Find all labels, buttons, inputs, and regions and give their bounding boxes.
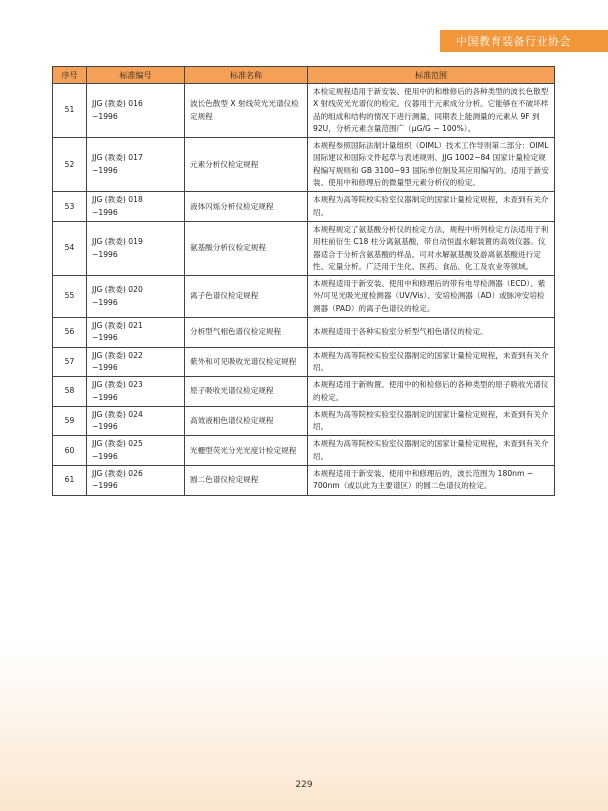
standard-scope: 本规程为高等院校实验室仪器制定的国家计量检定规程，未查到有关介绍。 xyxy=(308,436,555,466)
standard-name: 离子色谱仪检定规程 xyxy=(185,276,308,318)
table-row xyxy=(53,466,555,496)
standard-code: JJG (教委) 018 −1996 xyxy=(87,192,185,222)
table-row xyxy=(53,192,555,222)
standard-scope: 本规程为高等院校实验室仪器制定的国家计量检定规程，未查到有关介绍。 xyxy=(308,406,555,436)
table-row xyxy=(53,84,555,138)
table-row xyxy=(53,377,555,407)
standard-name: 分析型气相色谱仪检定规程 xyxy=(185,318,308,348)
standard-code: JJG (教委) 019 −1996 xyxy=(87,221,185,275)
standard-code: JJG (教委) 023 −1996 xyxy=(87,377,185,407)
row-number: 57 xyxy=(53,347,87,377)
row-number: 55 xyxy=(53,276,87,318)
table-row xyxy=(53,436,555,466)
table-row xyxy=(53,276,555,318)
standard-name: 紫外和可见吸收光谱仪检定规程 xyxy=(185,347,308,377)
standard-scope: 本规程适用于各种实验室分析型气相色谱仪的检定。 xyxy=(308,318,555,348)
row-number: 60 xyxy=(53,436,87,466)
standard-scope: 本检定规程适用于新安装、使用中的和维修后的各种类型的波长色散型 X 射线荧光光谱仪的检定。仪器用于元素成分分析。它能够在不破坏样品的组成和结构的情况下进行测量，同期表上能测量的元素从 9F 到 92U，分析元素含量范围广（μG/G ~ 100%）。 xyxy=(308,84,555,138)
page-number: 229 xyxy=(295,780,313,790)
organization-title: 中国教育装备行业协会 xyxy=(456,35,571,48)
standard-code: JJG (教委) 025 −1996 xyxy=(87,436,185,466)
standard-code: JJG (教委) 020 −1996 xyxy=(87,276,185,318)
column-header-scope: 标准范围 xyxy=(308,67,555,84)
row-number: 59 xyxy=(53,406,87,436)
standard-scope: 本规程适用于新购置、使用中的和检修后的各种类型的原子吸收光谱仪的检定。 xyxy=(308,377,555,407)
standard-code: JJG (教委) 024 −1996 xyxy=(87,406,185,436)
standard-scope: 本规程为高等院校实验室仪器制定的国家计量检定规程，未查到有关介绍。 xyxy=(308,192,555,222)
column-header-code: 标准编号 xyxy=(87,67,185,84)
row-number: 51 xyxy=(53,84,87,138)
row-number: 54 xyxy=(53,221,87,275)
standard-scope: 本规程适用于新安装、使用中和修理后的带有电导检测器（ECD）、紫外/可见光吸光度检测器（UV/Vis）、安培检测器（AD）或脉冲安培检测器（PAD）的离子色谱仪的检定。 xyxy=(308,276,555,318)
table-row xyxy=(53,406,555,436)
row-number: 58 xyxy=(53,377,87,407)
table-row xyxy=(53,221,555,275)
standard-code: JJG (教委) 021 −1996 xyxy=(87,318,185,348)
standard-code: JJG (教委) 017 −1996 xyxy=(87,138,185,192)
standard-code: JJG (教委) 016 −1996 xyxy=(87,84,185,138)
standards-table xyxy=(52,66,555,496)
standard-code: JJG (教委) 022 −1996 xyxy=(87,347,185,377)
standard-scope: 本规程规定了氨基酸分析仪的检定方法，规程中所列检定方法适用于利用柱前衍生 C18 柱分离氨基酸，带自动恒温水解装置的高效仪器。仪器适合于分析含氨基酸的样品，可对水解氨基酸及游离氨基酸进行定性、定量分析。广泛用于生化、医药、食品、化工及农业等领域。 xyxy=(308,221,555,275)
standard-name: 原子吸收光谱仪检定规程 xyxy=(185,377,308,407)
standard-name: 圆二色谱仪检定规程 xyxy=(185,466,308,496)
standard-name: 氨基酸分析仪检定规程 xyxy=(185,221,308,275)
standard-scope: 本规程参照国际法制计量组织（OIML）技术工作导则第二部分：OIML 国际建议和国际文件起草与表述规则、JJG 1002−84 国家计量检定规程编写规则和 GB 3100−93 国际单位制及其应用编写的。适用于新安装、使用中和修理后的微量型元素分析仪的检定。 xyxy=(308,138,555,192)
row-number: 61 xyxy=(53,466,87,496)
column-header-name: 标准名称 xyxy=(185,67,308,84)
row-number: 52 xyxy=(53,138,87,192)
standard-code: JJG (教委) 026 −1996 xyxy=(87,466,185,496)
standard-name: 液体闪烁分析仪检定规程 xyxy=(185,192,308,222)
standard-name: 波长色散型 X 射线荧光光谱仪检定规程 xyxy=(185,84,308,138)
table-body xyxy=(53,84,555,496)
column-header-no: 序号 xyxy=(53,67,87,84)
row-number: 56 xyxy=(53,318,87,348)
table-row xyxy=(53,318,555,348)
table-row xyxy=(53,347,555,377)
row-number: 53 xyxy=(53,192,87,222)
standard-name: 光栅型荧光分光光度计检定规程 xyxy=(185,436,308,466)
table-header-row xyxy=(53,67,555,84)
table-row xyxy=(53,138,555,192)
standard-scope: 本规程为高等院校实验室仪器制定的国家计量检定规程，未查到有关介绍。 xyxy=(308,347,555,377)
standard-name: 高效液相色谱仪检定规程 xyxy=(185,406,308,436)
standard-name: 元素分析仪检定规程 xyxy=(185,138,308,192)
standard-scope: 本规程适用于新安装、使用中和修理后的，波长范围为 180nm ~ 700nm（或以此为主要谱区）的圆二色谱仪的检定。 xyxy=(308,466,555,496)
